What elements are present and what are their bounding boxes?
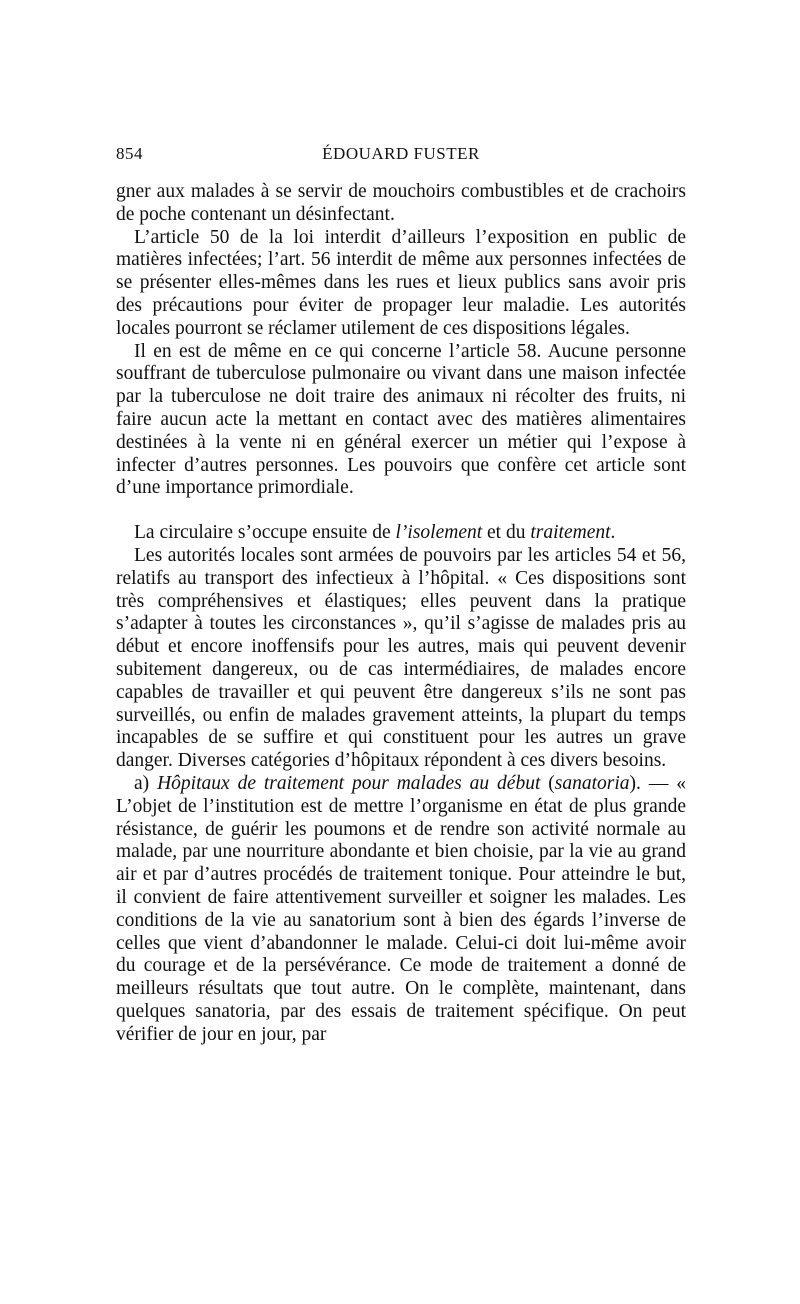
paragraph-transport: Les autorités locales sont armées de pouvoirs par les articles 54 et 56, relatifs au transport des infectieux à l’hôpital. « Ces dispositions sont très compréhensives et élastiques; elles peuvent dans la pratique s’adapter à toutes les circonstances », qu’il s’agisse de malades pris au début et encore inoffensifs pour les autres, mais qui peuvent devenir subitement dangereux, ou de cas intermédiaires, de malades encore capables de travailler et qui peuvent être dangereux s’ils ne sont pas surveillés, ou enfin de malades gravement atteints, la plupart du temps incapables de se suffire et qui constituent pour les autres un grave danger. Diverses catégories d’hôpitaux répondent à ces divers besoins.	[116, 544, 686, 772]
body-text	[116, 181, 686, 1046]
paragraph-isolement-text: La circulaire s’occupe ensuite de	[134, 522, 396, 544]
paragraph-isolement	[116, 522, 686, 545]
paragraph-isolement-text-2: et du	[482, 522, 531, 544]
term-sanatoria: sanatoria	[554, 772, 630, 794]
sanatoria-label: a)	[134, 772, 158, 794]
heading-hopitaux-traitement: Hôpitaux de traitement pour malades au début	[157, 772, 541, 794]
sanatoria-text: ). — « L’objet de l’institution est de mettre l’organisme en état de plus grande résistance, de guérir les poumons et de rendre son activité normale au malade, par une nourriture abondante et bien choisie, par la vie au grand air et par d’autres procédés de traitement tonique. Pour atteindre le but, il convient de faire attentivement surveiller et soigner les malades. Les conditions de la vie au sanatorium sont à bien des égards l’inverse de celles que vient d’abandonner le malade. Celui-ci doit lui-même avoir du courage et de la persévérance. Ce mode de traitement a donné de meilleurs résultats que tout autre. On le complète, maintenant, dans quelques sanatoria, par des essais de traitement spécifique. On peut vérifier de jour en jour, par	[116, 772, 686, 1045]
paragraph-article-58: Il en est de même en ce qui concerne l’article 58. Aucune personne souffrant de tuberculose pulmonaire ou vivant dans une maison infectée par la tuberculose ne doit traire des animaux ni récolter des fruits, ni faire aucun acte la mettant en contact avec des matières alimentaires destinées à la vente ni en général exercer un métier qui l’expose à infecter d’autres personnes. Les pouvoirs que confère cet article sont d’une importance primordiale.	[116, 340, 686, 499]
page-header	[116, 144, 686, 170]
paragraph-article-50: L’article 50 de la loi interdit d’ailleurs l’exposition en public de matières infectées; l’art. 56 interdit de même aux personnes infectées de se présenter elles-mêmes dans les rues et lieux publics sans avoir pris des précautions pour éviter de propager leur maladie. Les autorités locales pourront se réclamer utilement de ces dispositions légales.	[116, 226, 686, 339]
sanatoria-paren-open: (	[540, 772, 555, 794]
paragraph-continuation: gner aux malades à se servir de mouchoirs combustibles et de crachoirs de poche contenant un désinfectant.	[116, 181, 686, 225]
term-traitement: traitement	[530, 522, 611, 544]
paragraph-isolement-end: .	[610, 522, 616, 544]
running-head: ÉDOUARD FUSTER	[322, 144, 480, 163]
term-isolement: l’isolement	[395, 522, 483, 544]
paragraph-sanatoria	[116, 773, 686, 1047]
page-number: 854	[116, 144, 143, 163]
